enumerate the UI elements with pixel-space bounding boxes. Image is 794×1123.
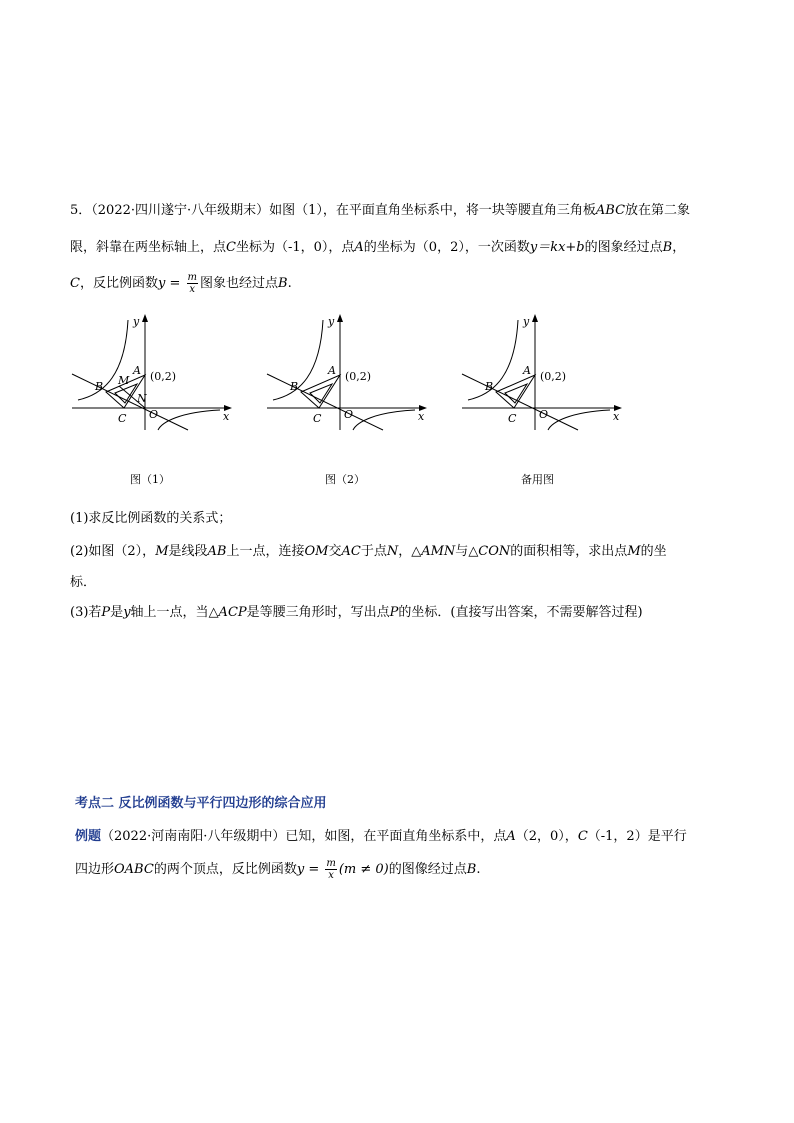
figure-1-graph (70, 312, 240, 432)
function-var: y (296, 862, 305, 877)
section-heading: 考点二 反比例函数与平行四边形的综合应用 (75, 796, 327, 811)
label-y: y (328, 315, 335, 328)
text: ， (672, 240, 686, 255)
text: ， (398, 544, 412, 559)
problem-5-line-3 (70, 272, 292, 295)
text: 四边形 (75, 862, 115, 877)
text: 图象也经过点 (199, 276, 278, 291)
example-line-2 (75, 858, 480, 881)
text: （2，0）， (515, 829, 578, 844)
point-label: B (466, 862, 477, 877)
equals: = (304, 862, 324, 877)
label-B: B (95, 380, 104, 393)
fraction-numerator: m (187, 272, 197, 283)
text: . (476, 862, 481, 877)
text: 的两个顶点，反比例函数 (153, 862, 297, 877)
point-label: M (627, 544, 641, 559)
text: 是 (110, 605, 124, 620)
point-label: A (354, 240, 364, 255)
triangle-label: △ACP (208, 605, 247, 620)
text: 是等腰三角形时，写出点 (246, 605, 390, 620)
segment-label: AC (341, 544, 361, 559)
example-label: 例题 (75, 829, 102, 844)
figure-2-caption: 图（2） (325, 473, 365, 486)
label-A: A (133, 364, 141, 377)
text: （-1，2）是平行 (587, 829, 687, 844)
fraction (325, 858, 336, 881)
label-B: B (290, 380, 299, 393)
point-label: N (386, 544, 399, 559)
figure-3-caption: 备用图 (521, 473, 554, 486)
figure-1-caption: 图（1） (130, 473, 170, 486)
text: 是线段 (168, 544, 208, 559)
figure-3-graph (460, 312, 630, 432)
condition: (m ≠ 0) (338, 862, 389, 877)
parallelogram-label: OABC (114, 862, 154, 877)
example-line-1 (75, 825, 687, 844)
point-label: B (278, 276, 288, 291)
text: （2022·河南南阳·八年级期中）已知，如图，在平面直角坐标系中，点 (101, 829, 507, 844)
label-B: B (485, 380, 494, 393)
fraction-denominator: x (328, 870, 334, 881)
triangle-label: ABC (595, 203, 626, 218)
label-x: x (418, 410, 425, 423)
label-A: A (523, 364, 531, 377)
fraction (187, 272, 198, 295)
text: 的图象经过点 (584, 240, 663, 255)
text: 与 (455, 544, 469, 559)
problem-5-line-1 (70, 199, 690, 218)
label-point: (0,2) (150, 370, 177, 383)
label-O: O (539, 408, 549, 421)
text: ，反比例函数 (79, 276, 158, 291)
text: 轴上一点，当 (130, 605, 209, 620)
fraction-denominator: x (189, 284, 196, 295)
point-label: C (577, 829, 588, 844)
figure-2-graph (265, 312, 435, 432)
triangle-label: △AMN (411, 544, 456, 559)
point-label: C (70, 276, 80, 291)
axis-label: y (123, 605, 131, 620)
linear-function: y＝kx+b (529, 240, 585, 255)
question-1 (70, 507, 231, 526)
fraction-numerator: m (326, 858, 336, 869)
segment-label: AB (207, 544, 227, 559)
label-y: y (523, 315, 530, 328)
text: 的坐标为（0，2），一次函数 (363, 240, 530, 255)
text: 的图像经过点 (388, 862, 467, 877)
text: . (287, 276, 292, 291)
label-point: (0,2) (540, 370, 567, 383)
equals: = (165, 276, 185, 291)
point-label: P (389, 605, 399, 620)
point-label: A (506, 829, 516, 844)
label-point: (0,2) (345, 370, 372, 383)
problem-5-line-2 (70, 236, 685, 255)
text: 放在第二象 (625, 203, 691, 218)
label-C: C (118, 412, 127, 425)
question-2-line-2 (70, 571, 96, 590)
question-3 (70, 601, 643, 620)
triangle-label: △CON (468, 544, 511, 559)
question-2-line-1 (70, 540, 667, 559)
text: 的坐 (640, 544, 667, 559)
function-var: y (157, 276, 166, 291)
label-A: A (328, 364, 336, 377)
point-label: B (662, 240, 673, 255)
text: 限，斜靠在两坐标轴上，点 (70, 240, 227, 255)
text: 的坐标．(直接写出答案，不需要解答过程) (398, 605, 643, 620)
label-O: O (149, 408, 159, 421)
label-x: x (613, 410, 620, 423)
text: (2)如图（2）， (70, 544, 156, 559)
point-label: C (226, 240, 236, 255)
text: (1)求反比例函数的关系式； (70, 511, 232, 526)
text: 5．（2022·四川遂宁·八年级期末）如图（1），在平面直角坐标系中，将一块等腰直角三角板 (70, 203, 596, 218)
text: 交 (328, 544, 342, 559)
label-C: C (508, 412, 517, 425)
point-label: M (155, 544, 169, 559)
text: (3)若 (70, 605, 102, 620)
text: 上一点，连接 (226, 544, 305, 559)
text: 的面积相等，求出点 (510, 544, 628, 559)
label-x: x (223, 410, 230, 423)
label-C: C (313, 412, 322, 425)
text: 标． (70, 575, 97, 590)
text: 于点 (360, 544, 387, 559)
label-y: y (133, 315, 140, 328)
label-O: O (344, 408, 354, 421)
label-M: M (118, 374, 130, 387)
label-N: N (137, 392, 147, 405)
segment-label: OM (304, 544, 329, 559)
point-label: P (101, 605, 111, 620)
text: 坐标为（-1，0），点 (235, 240, 355, 255)
